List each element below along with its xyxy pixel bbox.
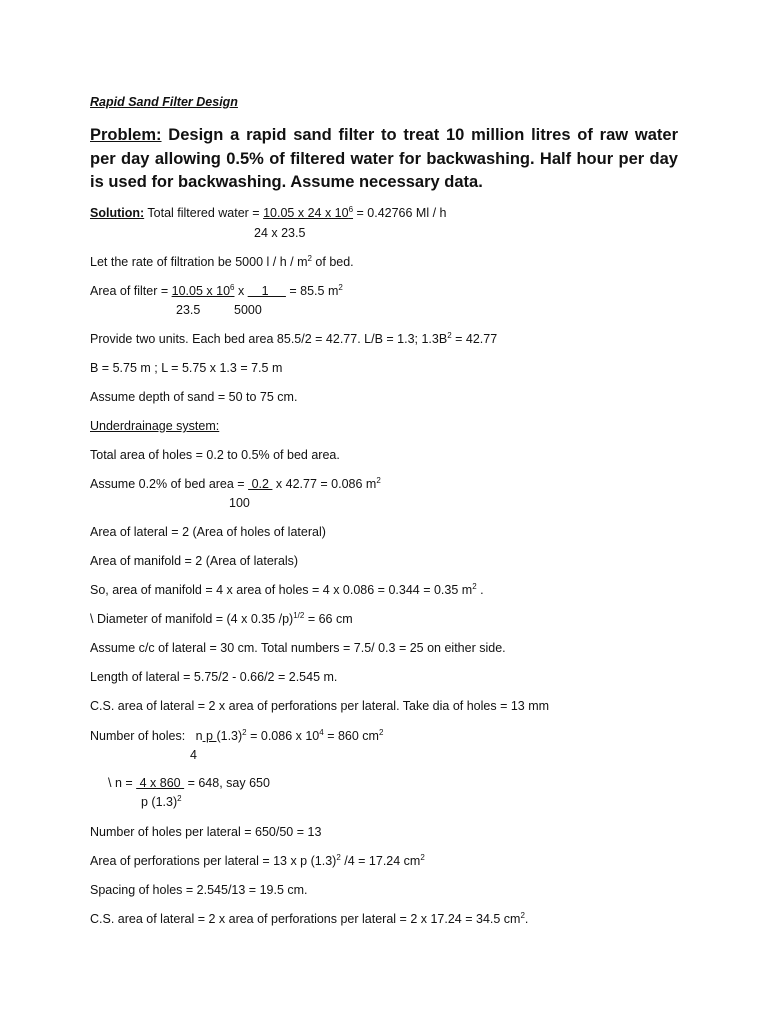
cs-area-final-line: C.S. area of lateral = 2 x area of perforations per lateral = 2 x 17.24 = 34.5 $cm^2$. xyxy=(90,911,529,926)
lateral-length-line: Length of lateral = 5.75/2 - 0.66/2 = 2.545 m. xyxy=(90,670,338,684)
dimensions-line: B = 5.75 m ; L = 5.75 x 1.3 = 7.5 m xyxy=(90,361,283,375)
fraction-denominator: 5000 xyxy=(234,303,262,317)
filter-area-line: Area of filter = 10.05 x $10^6$ x 1 = 85.5 $m^2$ xyxy=(90,283,343,298)
solution-line: Solution: Total filtered water = 10.05 x 24 x $10^6 = 0.42766$ Ml / h xyxy=(90,205,447,220)
holes-spacing-line: Spacing of holes = 2.545/13 = 19.5 cm. xyxy=(90,883,308,897)
problem-statement xyxy=(90,124,678,195)
assume-area-line: Assume 0.2% of bed area = 0.2 x 42.77 = 0.086 $m^2$ xyxy=(90,476,381,491)
solution-label: Solution: xyxy=(90,206,145,220)
fraction-denominator: 4 xyxy=(190,748,197,762)
problem-text: Design a rapid sand filter to treat 10 million litres of raw water per day allowing 0.5% of filtered water for backwashing. Half hour per day is used for backwashing. Assume necessary data. xyxy=(90,126,678,191)
fraction-denominator: p $(1.3)^2$ xyxy=(141,794,182,809)
problem-label: Problem: xyxy=(90,126,162,144)
perforation-area-line: Area of perforations per lateral = 13 x p $(1.3)^2$ /4 = 17.24 $cm^2$ xyxy=(90,853,425,868)
manifold-calc-line: So, area of manifold = 4 x area of holes = 4 x 0.086 = 0.344 = 0.35 $m^2$ . xyxy=(90,582,484,597)
holes-per-lateral-line: Number of holes per lateral = 650/50 = 13 xyxy=(90,825,322,839)
manifold-area-line: Area of manifold = 2 (Area of laterals) xyxy=(90,554,299,568)
fraction-denominator: 24 x 23.5 xyxy=(254,226,306,240)
underdrainage-heading: Underdrainage system: xyxy=(90,419,220,433)
fraction-numerator: 10.05 x 24 x $10^6$ xyxy=(263,205,354,220)
lateral-area-line: Area of lateral = 2 (Area of holes of lateral) xyxy=(90,525,326,539)
cs-area-line: C.S. area of lateral = 2 x area of perforations per lateral. Take dia of holes = 13 mm xyxy=(90,699,550,713)
number-of-holes-line: Number of holes: n p $(1.3)^2 = 0.086$ x $10^4 = 860$ $cm^2$ xyxy=(90,728,384,743)
holes-area-line: Total area of holes = 0.2 to 0.5% of bed area. xyxy=(90,448,340,462)
filtration-rate-line: Let the rate of filtration be 5000 l / h / $m^2$ of bed. xyxy=(90,254,354,269)
sand-depth-line: Assume depth of sand = 50 to 75 cm. xyxy=(90,390,298,404)
lateral-spacing-line: Assume c/c of lateral = 30 cm. Total numbers = 7.5/ 0.3 = 25 on either side. xyxy=(90,641,506,655)
document-title: Rapid Sand Filter Design xyxy=(90,95,238,109)
n-calc-line: \ n = 4 x 860 = 648, say 650 xyxy=(108,776,270,790)
two-units-line: Provide two units. Each bed area 85.5/2 = 42.77. L/B = 1.3; $1.3B^2 = 42.77$ xyxy=(90,331,498,346)
fraction-denominator: 100 xyxy=(229,496,250,510)
manifold-diameter-line: \ Diameter of manifold = (4 x 0.35 /p)$^{1/2}$ = 66 cm xyxy=(90,611,353,626)
fraction-denominator: 23.5 xyxy=(176,303,201,317)
